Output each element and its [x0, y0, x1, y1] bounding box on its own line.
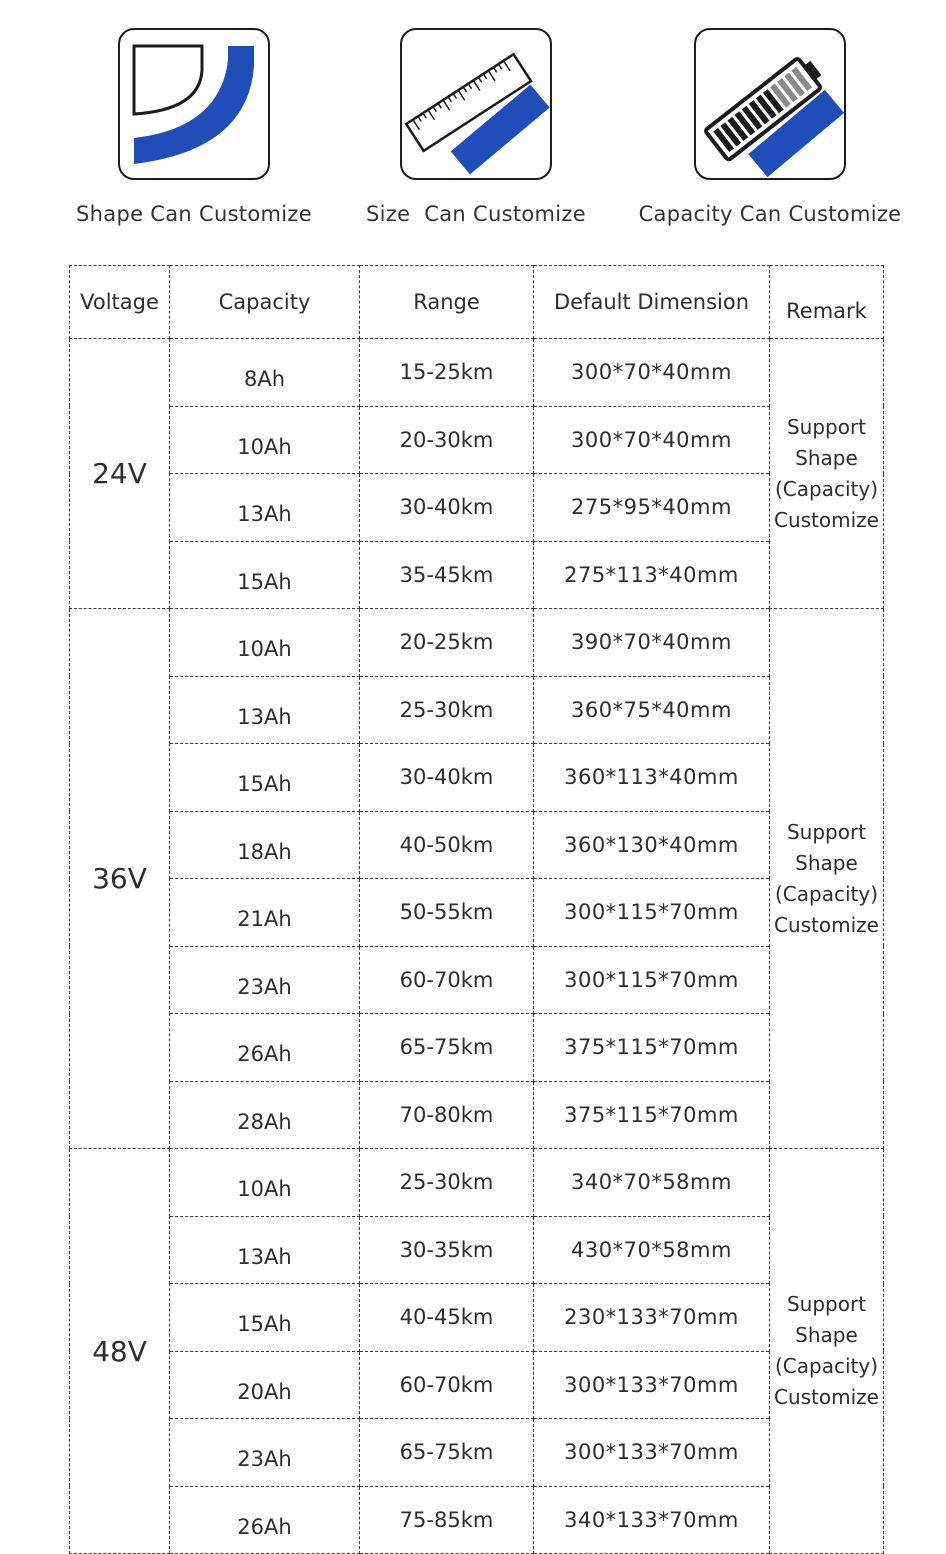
remark-line: Customize — [774, 507, 879, 532]
remark-line: (Capacity) — [774, 881, 878, 906]
dimension-cell: 300*133*70mm — [534, 1419, 770, 1487]
range-cell: 30-35km — [360, 1216, 534, 1284]
range-cell: 60-70km — [360, 1351, 534, 1419]
capacity-cell: 13Ah — [170, 676, 360, 744]
range-cell: 75-85km — [360, 1486, 534, 1554]
range-cell: 65-75km — [360, 1419, 534, 1487]
range-cell: 25-30km — [360, 1149, 534, 1217]
header-capacity: Capacity — [170, 266, 360, 339]
header-remark: Remark — [770, 266, 884, 339]
dimension-cell: 360*75*40mm — [534, 676, 770, 744]
range-cell: 30-40km — [360, 474, 534, 542]
range-cell: 40-50km — [360, 811, 534, 879]
capacity-cell: 15Ah — [170, 1284, 360, 1352]
capacity-cell: 10Ah — [170, 1149, 360, 1217]
capacity-cell: 13Ah — [170, 1216, 360, 1284]
capacity-cell: 23Ah — [170, 946, 360, 1014]
range-cell: 35-45km — [360, 541, 534, 609]
dimension-cell: 375*115*70mm — [534, 1081, 770, 1149]
dimension-cell: 340*133*70mm — [534, 1486, 770, 1554]
remark-line: Shape — [795, 445, 858, 470]
remark-cell — [770, 609, 884, 1149]
feature-size — [326, 28, 626, 226]
dimension-cell: 300*115*70mm — [534, 946, 770, 1014]
header-range: Range — [360, 266, 534, 339]
capacity-cell: 21Ah — [170, 879, 360, 947]
remark-cell — [770, 339, 884, 609]
range-cell: 15-25km — [360, 339, 534, 407]
table-row — [70, 879, 884, 947]
remark-line: Customize — [774, 1385, 879, 1409]
feature-icons — [0, 0, 946, 250]
table-row — [70, 1351, 884, 1419]
range-cell: 70-80km — [360, 1081, 534, 1149]
dimension-cell: 360*113*40mm — [534, 744, 770, 812]
table-row — [70, 541, 884, 609]
remark-line: (Capacity) — [774, 476, 878, 501]
dimension-cell: 230*133*70mm — [534, 1284, 770, 1352]
table-row — [70, 474, 884, 542]
shape-icon — [118, 28, 270, 180]
remark-line: Shape — [795, 1323, 858, 1347]
capacity-cell: 10Ah — [170, 609, 360, 677]
dimension-cell: 430*70*58mm — [534, 1216, 770, 1284]
remark-line: Support — [786, 1292, 867, 1316]
feature-shape — [44, 28, 344, 226]
dimension-cell: 275*113*40mm — [534, 541, 770, 609]
table-row — [70, 946, 884, 1014]
feature-capacity — [620, 28, 920, 226]
remark-line: Support — [786, 819, 867, 844]
range-cell: 20-25km — [360, 609, 534, 677]
feature-label: Shape Can Customize — [76, 202, 312, 226]
table-row — [70, 1014, 884, 1082]
battery-icon — [694, 28, 846, 180]
capacity-cell: 13Ah — [170, 474, 360, 542]
range-cell: 40-45km — [360, 1284, 534, 1352]
capacity-cell: 18Ah — [170, 811, 360, 879]
table-row — [70, 744, 884, 812]
table-row — [70, 406, 884, 474]
capacity-cell: 15Ah — [170, 541, 360, 609]
capacity-cell: 20Ah — [170, 1351, 360, 1419]
dimension-cell: 300*115*70mm — [534, 879, 770, 947]
remark-line: Customize — [774, 912, 879, 937]
dimension-cell: 300*70*40mm — [534, 406, 770, 474]
remark-cell — [770, 1149, 884, 1554]
dimension-cell: 390*70*40mm — [534, 609, 770, 677]
dimension-cell: 300*133*70mm — [534, 1351, 770, 1419]
feature-label: Capacity Can Customize — [638, 202, 902, 226]
capacity-cell: 26Ah — [170, 1014, 360, 1082]
dimension-cell: 340*70*58mm — [534, 1149, 770, 1217]
table-header-row — [70, 266, 884, 339]
voltage-cell: 48V — [70, 1149, 170, 1554]
capacity-cell: 15Ah — [170, 744, 360, 812]
table-row — [70, 811, 884, 879]
dimension-cell: 300*70*40mm — [534, 339, 770, 407]
range-cell: 65-75km — [360, 1014, 534, 1082]
header-dimension: Default Dimension — [534, 266, 770, 339]
remark-line: Shape — [795, 850, 858, 875]
table-row — [70, 609, 884, 677]
remark-line: Support — [786, 414, 867, 439]
dimension-cell: 275*95*40mm — [534, 474, 770, 542]
capacity-cell: 28Ah — [170, 1081, 360, 1149]
capacity-cell: 8Ah — [170, 339, 360, 407]
range-cell: 25-30km — [360, 676, 534, 744]
dimension-cell: 375*115*70mm — [534, 1014, 770, 1082]
table-row — [70, 1216, 884, 1284]
table-row — [70, 1081, 884, 1149]
table-row — [70, 1419, 884, 1487]
table-row — [70, 1284, 884, 1352]
range-cell: 30-40km — [360, 744, 534, 812]
range-cell: 20-30km — [360, 406, 534, 474]
table-row — [70, 676, 884, 744]
table-row — [70, 1486, 884, 1554]
voltage-cell: 36V — [70, 609, 170, 1149]
capacity-cell: 26Ah — [170, 1486, 360, 1554]
voltage-cell: 24V — [70, 339, 170, 609]
remark-line: (Capacity) — [774, 1354, 878, 1378]
table-row — [70, 339, 884, 407]
dimension-cell: 360*130*40mm — [534, 811, 770, 879]
capacity-cell: 23Ah — [170, 1419, 360, 1487]
range-cell: 60-70km — [360, 946, 534, 1014]
table-body — [70, 339, 884, 1554]
range-cell: 50-55km — [360, 879, 534, 947]
table-row — [70, 1149, 884, 1217]
ruler-icon — [400, 28, 552, 180]
spec-table — [69, 265, 884, 1554]
feature-label: Size Can Customize — [366, 202, 586, 226]
header-voltage: Voltage — [70, 266, 170, 339]
capacity-cell: 10Ah — [170, 406, 360, 474]
